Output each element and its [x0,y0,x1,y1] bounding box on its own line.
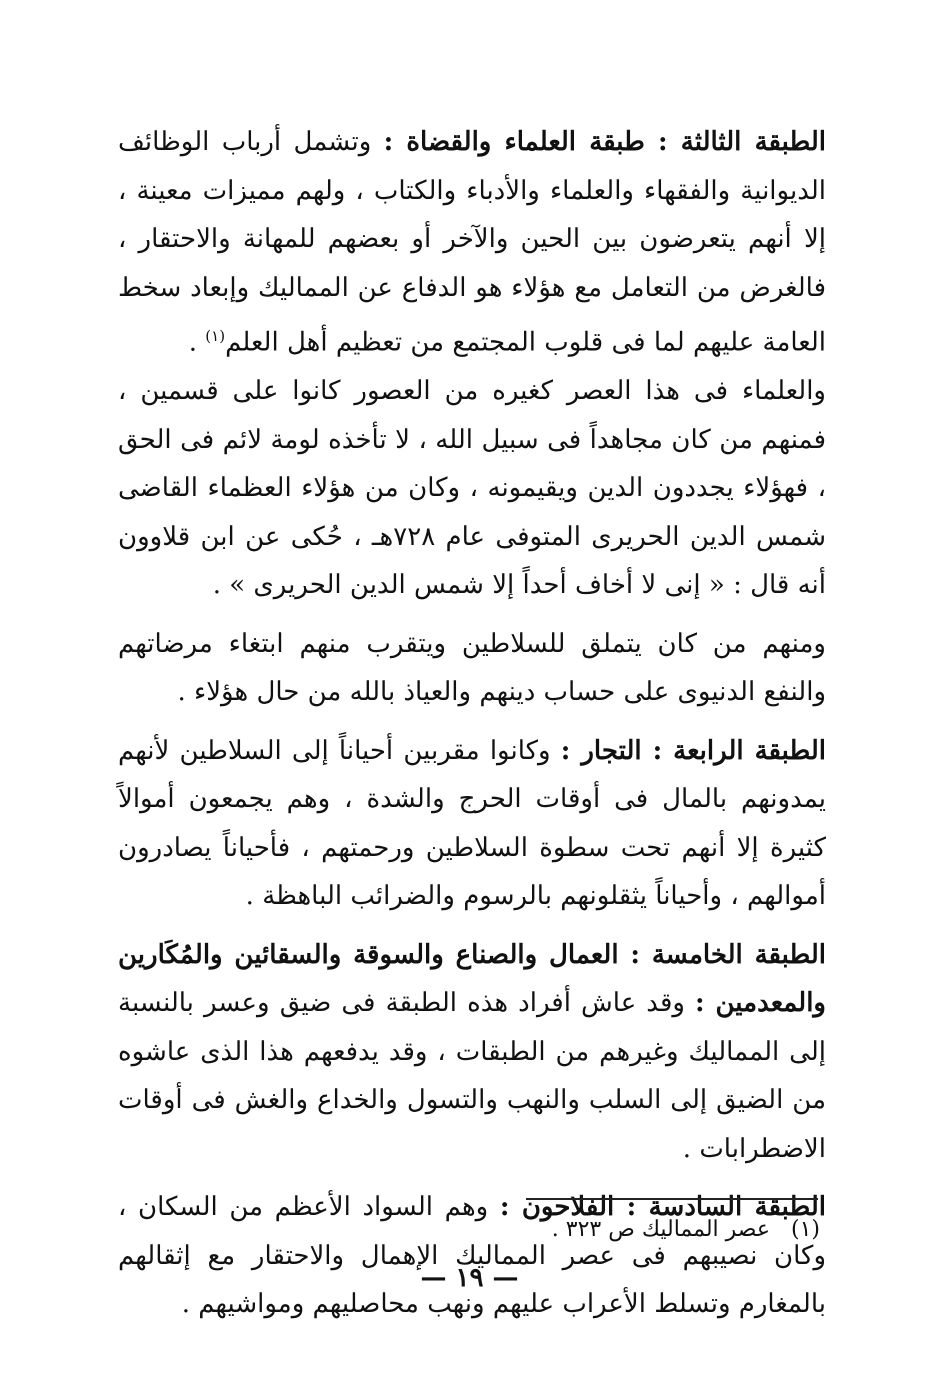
paragraph-fourth-class [118,727,826,921]
paragraph-third-class [118,118,826,367]
footnote-divider [526,1198,818,1200]
paragraph-text: ومنهم من كان يتملق للسلاطين ويتقرب منهم ابتغاء مرضاتهم والنفع الدنيوى على حساب دينهم والعياذ بالله من حال هؤلاء . [118,628,826,708]
paragraph-heading: الطبقة الرابعة : التجار : [560,735,826,766]
paragraph-text: وهم السواد الأعظم من السكان ، وكان نصيبهم فى عصر المماليك الإهمال والاحتقار مع إثقالهم بالمغارم وتسلط الأعراب عليهم ونهب محاصليهم ومواشيهم . [118,1192,826,1320]
footnote [400,1212,820,1248]
paragraph-heading: الطبقة الخامسة : العمال والصناع والسوقة والسقائين والمُكَارين والمعدمين : [118,939,826,1019]
paragraph-heading: الطبقة السادسة : الفلاحون : [499,1192,826,1223]
paragraph-text: وكانوا مقربين أحياناً إلى السلاطين لأنهم يمدونهم بالمال فى أوقات الحرج والشدة ، وهم يجمعون أموالاً كثيرة إلا أنهم تحت سطوة السلاطين ورحمتهم ، فأحياناً يصادرون أموالهم ، وأحياناً يثقلونهم بالرسوم والضرائب الباهظة . [118,735,826,912]
paragraph-fifth-class [118,931,826,1174]
footnote-text: عصر المماليك ص ٣٢٣ . [551,1217,770,1242]
paragraph-heading: الطبقة الثالثة : طبقة العلماء والقضاة : [383,127,826,157]
paragraph-text: وتشمل أرباب الوظائف الديوانية والفقهاء والعلماء والأدباء والكتاب ، ولهم مميزات معينة ، إلا أنهم يتعرضون بين الحين والآخر أو بعضهم للمهانة والاحتقار ، فالغرض من التعامل مع هؤلاء هو الدفاع عن المماليك وإبعاد سخط العامة عليهم لما فى قلوب المجتمع من تعظيم أهل العلم [118,127,826,358]
paragraph-flatterers [118,620,826,717]
paragraph-text: وقد عاش أفراد هذه الطبقة فى ضيق وعسر بالنسبة إلى المماليك وغيرهم من الطبقات ، وقد يدفعهم هذا الذى عاشوه من الضيق إلى السلب والنهب والتسول والخداع والغش فى أوقات الاضطرابات . [118,988,826,1164]
paragraph-scholars [118,367,826,610]
page-number: — ١٩ — [420,1263,519,1293]
paragraph-text: والعلماء فى هذا العصر كغيره من العصور كانوا على قسمين ، فمنهم من كان مجاهداً فى سبيل الله ، لا تأخذه لومة لائم فى الحق ، فهؤلاء يجددون الدين ويقيمونه ، وكان من هؤلاء العظماء القاضى شمس الدين الحريرى المتوفى عام ٧٢٨هـ ، حُكى عن ابن قلاوون أنه قال : « إنى لا أخاف أحداً إلا شمس الدين الحريرى » . [118,376,826,601]
footnote-reference: (١) [205,327,226,345]
paragraph-end: . [188,327,206,358]
page-body [118,118,826,1329]
paragraph-sixth-class [118,1183,826,1329]
footnote-marker: (١) [790,1217,820,1242]
